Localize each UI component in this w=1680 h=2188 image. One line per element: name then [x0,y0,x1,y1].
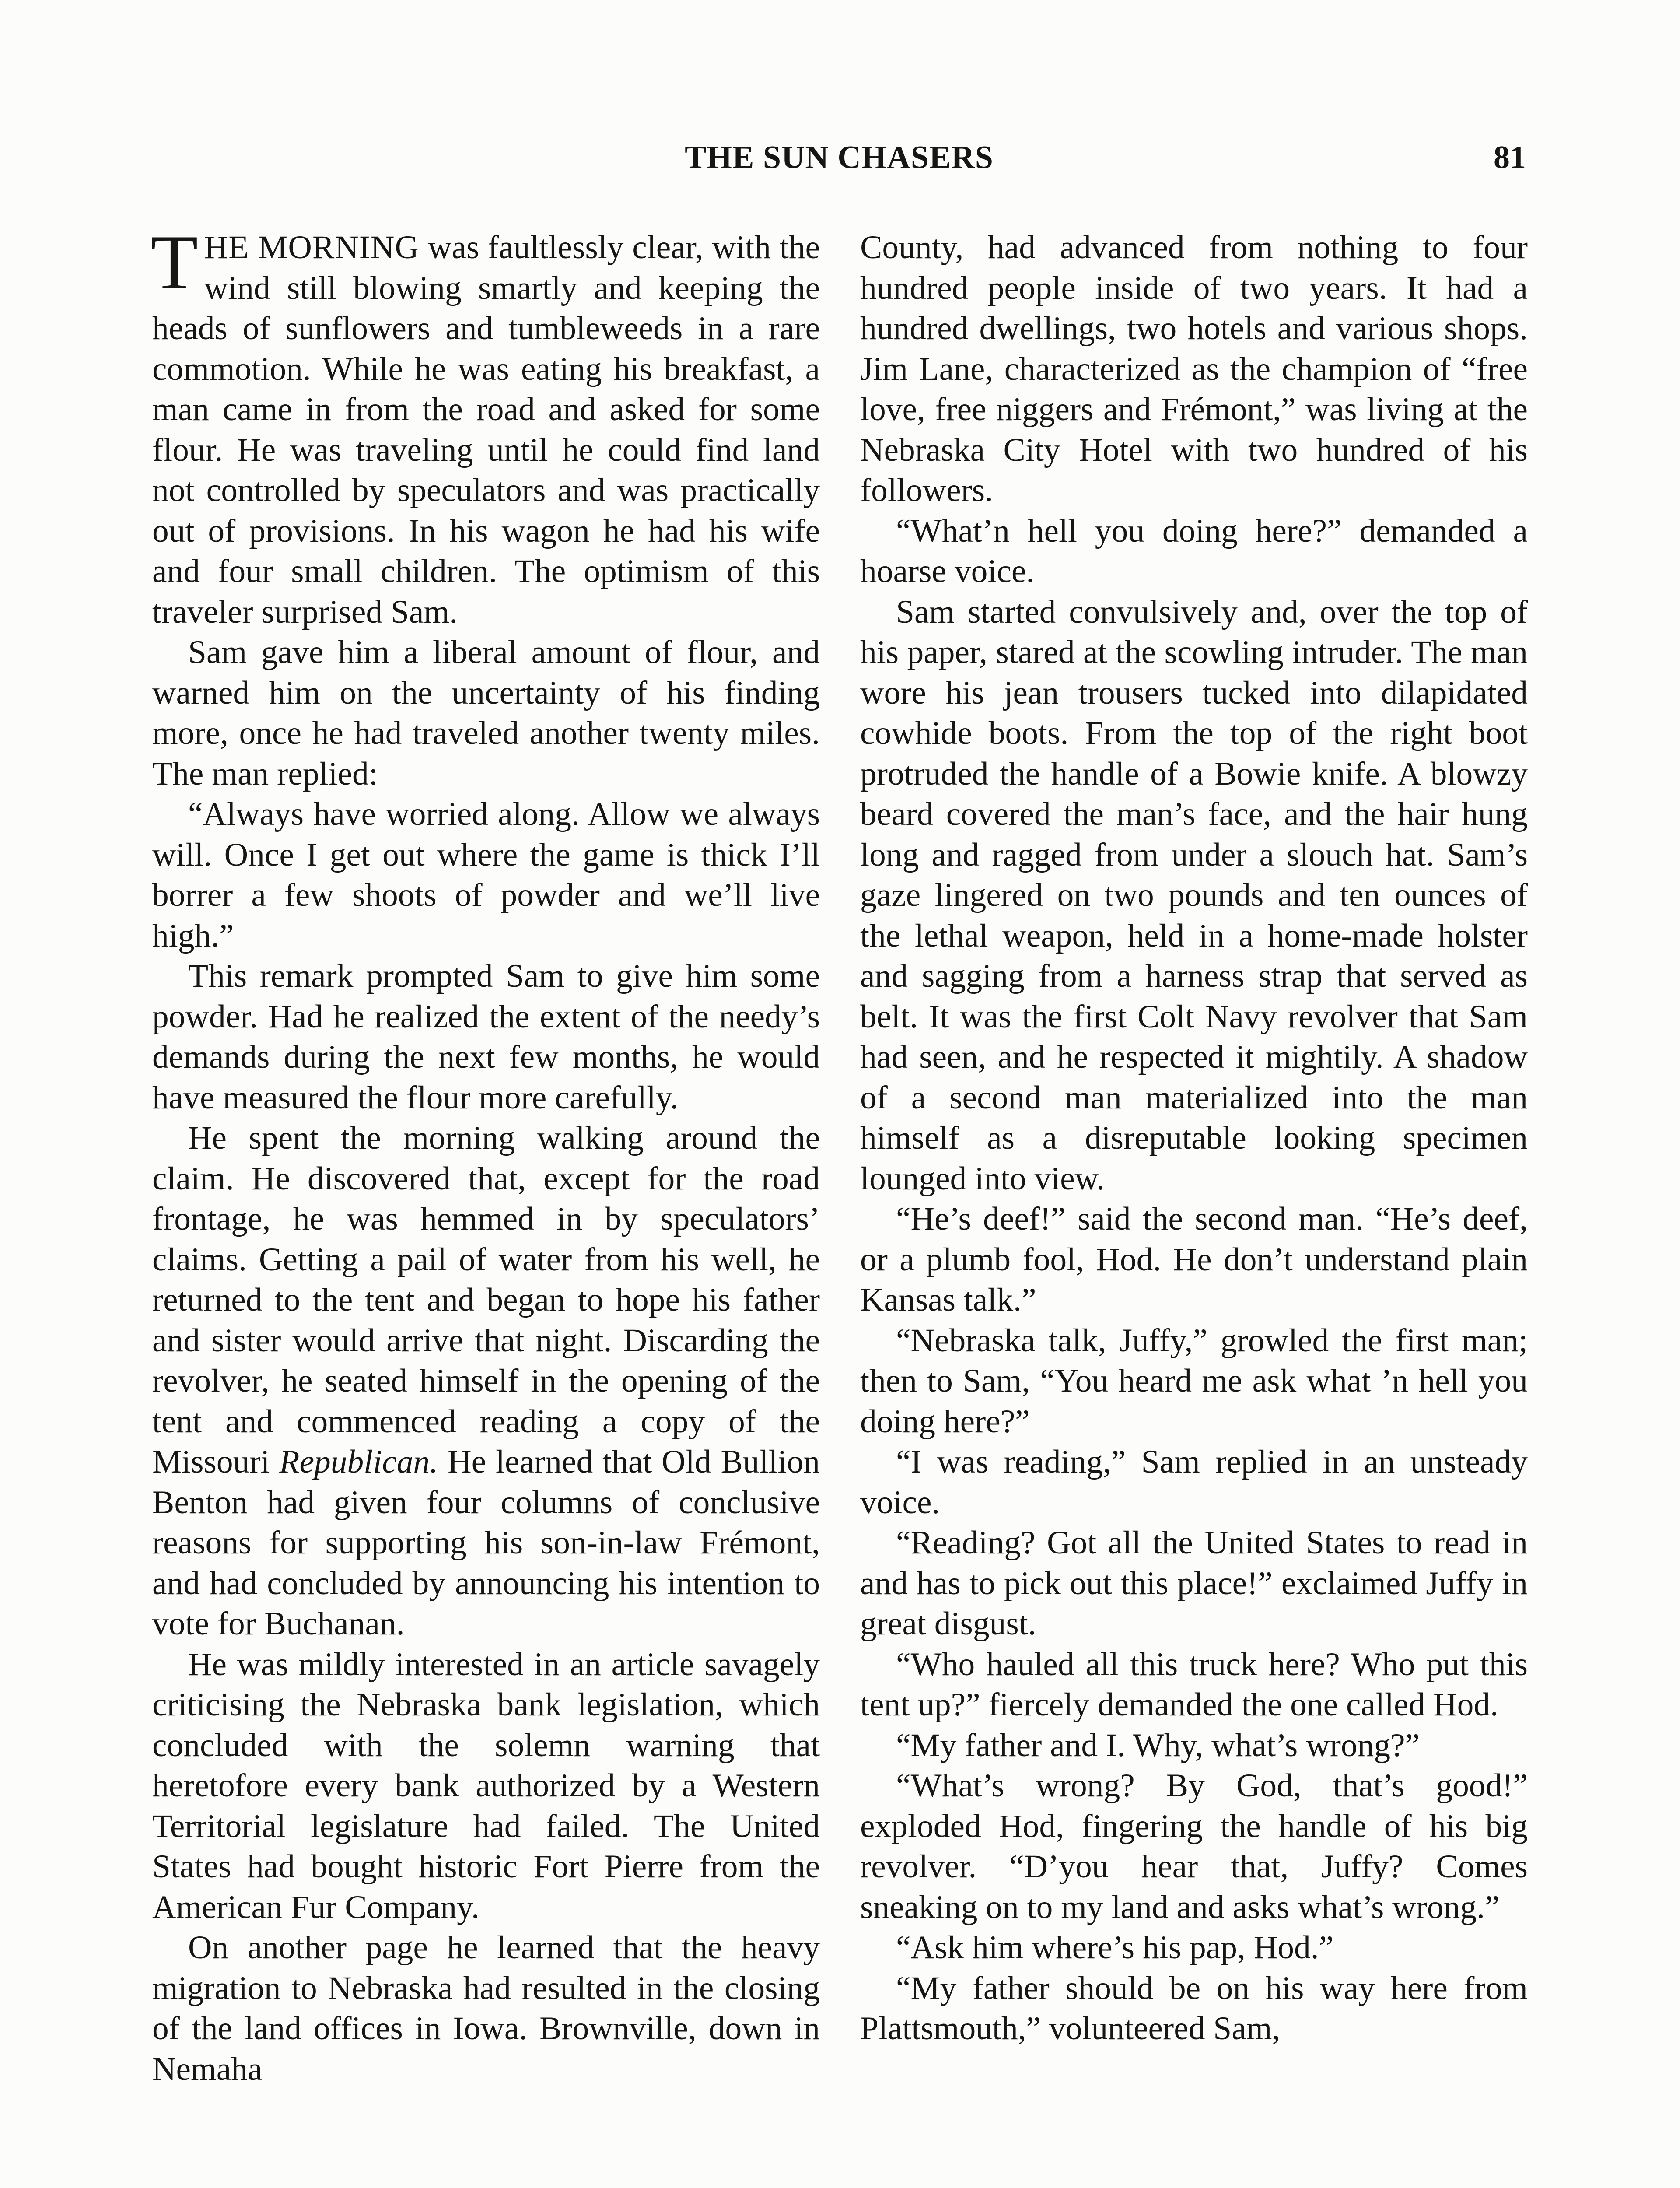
newspaper-title: Republican. [279,1444,438,1480]
running-title: THE SUN CHASERS [685,140,994,175]
paragraph: This remark prompted Sam to give him some powder. Had he realized the extent of the needy’s demands during the next few months, he would have measured the flour more carefully. [152,958,820,1116]
paragraph: “What’s wrong? By God, that’s good!” exploded Hod, fingering the handle of his big revolver. “D’you hear that, Juffy? Comes sneaking on to my land and asks what’s wrong.” [860,1767,1528,1925]
paragraph: On another page he learned that the heavy migration to Nebraska had resulted in the closing of the land offices in Iowa. Brownville, down in Nemaha [152,1929,820,2087]
paragraph: County, had advanced from nothing to four hundred people inside of two years. It had a hundred dwellings, two hotels and various shops. Jim Lane, characterized as the champion of “free love, free niggers and Frémont,” was living at the Nebraska City Hotel with two hundred of his followers. [860,229,1528,508]
paragraph: Sam started convulsively and, over the top of his paper, stared at the scowling intruder. The man wore his jean trousers tucked into dilapidated cowhide boots. From the top of the right boot protruded the handle of a Bowie knife. A blowzy beard covered the man’s face, and the hair hung long and ragged from under a slouch hat. Sam’s gaze lingered on two pounds and ten ounces of the lethal weapon, held in a home-made holster and sagging from a harness strap that served as belt. It was the first Colt Navy revolver that Sam had seen, and he respected it mightily. A shadow of a second man materialized into the man himself as a disreputable looking specimen lounged into view. [860,593,1528,1197]
paragraph: Sam gave him a liberal amount of flour, and warned him on the uncertainty of his finding more, once he had traveled another twenty miles. The man replied: [152,634,820,792]
right-column [860,228,1528,2049]
lead-in-caps: HE MORNING [204,229,419,266]
paragraph: “My father and I. Why, what’s wrong?” [896,1727,1420,1764]
paragraph-text: He learned that Old Bullion Benton had given four columns of conclusive reasons for supporting his son-in-law Frémont, and had concluded by announcing his intention to vote for Buchanan. [152,1444,820,1642]
paragraph: “Who hauled all this truck here? Who put this tent up?” fiercely demanded the one called Hod. [860,1646,1528,1723]
paragraph: “Nebraska talk, Juffy,” growled the first man; then to Sam, “You heard me ask what ’n hell you doing here?” [860,1322,1528,1440]
paragraph-text: was faultlessly clear, with the wind still blowing smartly and keeping the heads of sunflowers and tumbleweeds in a rare commotion. While he was eating his breakfast, a man came in from the road and asked for some flour. He was traveling until he could find land not controlled by speculators and was practically out of provisions. In his wagon he had his wife and four small children. The optimism of this traveler surprised Sam. [152,229,820,630]
paragraph: “Always have worried along. Allow we always will. Once I get out where the game is thick I’ll borrer a few shoots of powder and we’ll live high.” [152,796,820,954]
paragraph: “Reading? Got all the United States to read in and has to pick out this place!” exclaimed Juffy in great disgust. [860,1525,1528,1642]
paragraph: “I was reading,” Sam replied in an unsteady voice. [860,1444,1528,1521]
paragraph: “He’s deef!” said the second man. “He’s deef, or a plumb fool, Hod. He don’t understand plain Kansas talk.” [860,1201,1528,1318]
paragraph [152,1118,820,1645]
drop-cap: T [150,219,198,305]
left-column [150,219,820,2090]
paragraph-text: He spent the morning walking around the claim. He discovered that, except for the road frontage, he was hemmed in by speculators’ claims. Getting a pail of water from his well, he returned to the tent and began to hope his father and sister would arrive that night. Discarding the revolver, he seated himself in the opening of the tent and commenced reading a copy of the Missouri [152,1120,820,1480]
paragraph: “My father should be on his way here from Plattsmouth,” volunteered Sam, [860,1970,1528,2047]
page-number: 81 [1494,140,1526,175]
running-head [152,139,1526,179]
paragraph: “Ask him where’s his pap, Hod.” [896,1929,1334,1966]
paragraph [150,219,820,632]
paragraph: “What’n hell you doing here?” demanded a hoarse voice. [860,512,1528,589]
paragraph: He was mildly interested in an article savagely criticising the Nebraska bank legislation, which concluded with the solemn warning that heretofore every bank authorized by a Western Territorial legislature had failed. The United States had bought historic Fort Pierre from the American Fur Company. [152,1646,820,1925]
